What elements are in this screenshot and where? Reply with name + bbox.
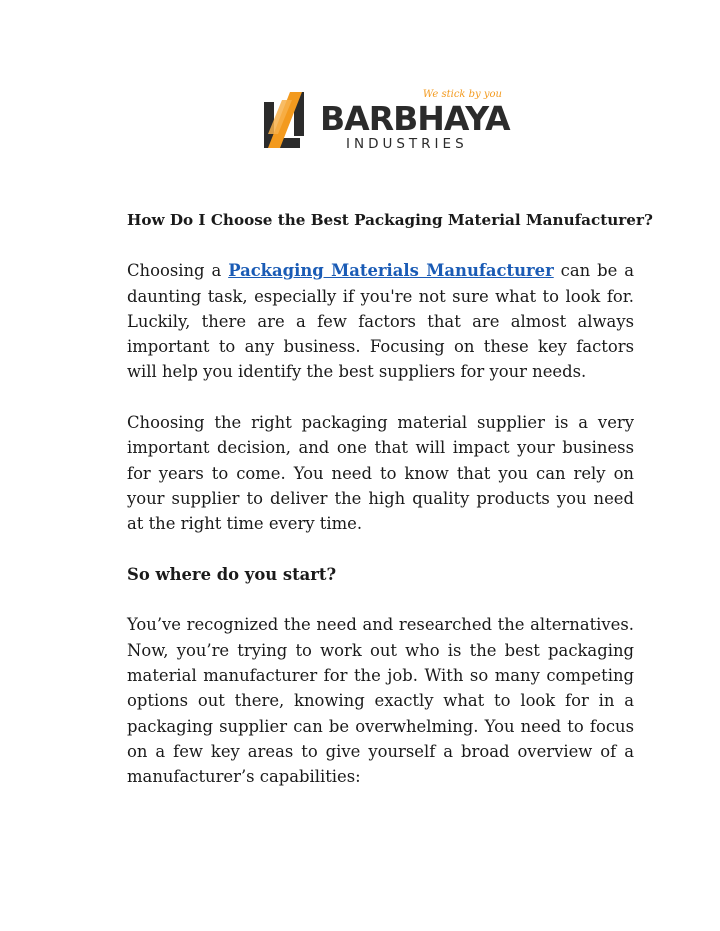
logo-tagline: We stick by you bbox=[422, 89, 502, 100]
document-title: How Do I Choose the Best Packaging Material Manufacturer? bbox=[127, 211, 653, 229]
logo-graphic bbox=[262, 88, 522, 154]
logo-brand-name: BARBHAYA bbox=[320, 99, 510, 138]
logo-sub-name: INDUSTRIES bbox=[346, 136, 468, 152]
document-body bbox=[127, 208, 653, 790]
paragraph-intro bbox=[127, 258, 634, 384]
paragraph-key-areas: You’ve recognized the need and researched the alternatives. Now, you’re trying to work out who is the best packaging material manufacturer for the job. With so many competing options out there, knowing exactly what to look for in a packaging supplier can be overwhelming. You need to focus on a few key areas to give yourself a broad overview of a manufacturer’s capabilities: bbox=[127, 615, 634, 787]
company-logo bbox=[262, 88, 522, 154]
paragraph-intro-lead: Choosing a bbox=[127, 261, 229, 281]
logo-emblem-icon bbox=[264, 92, 304, 148]
packaging-materials-manufacturer-link[interactable]: Packaging Materials Manufacturer bbox=[228, 261, 554, 281]
section-subheading: So where do you start? bbox=[127, 564, 337, 584]
paragraph-intro-rest: can be a daunting task, especially if you're not sure what to look for. Luckily, there are a few factors that are almost always important to any business. Focusing on these key factors will help you identify the best suppliers for your needs. bbox=[127, 261, 634, 382]
paragraph-supplier-decision: Choosing the right packaging material supplier is a very important decision, and one that will impact your business for years to come. You need to know that you can rely on your supplier to deliver the high quality products you need at the right time every time. bbox=[127, 413, 634, 534]
